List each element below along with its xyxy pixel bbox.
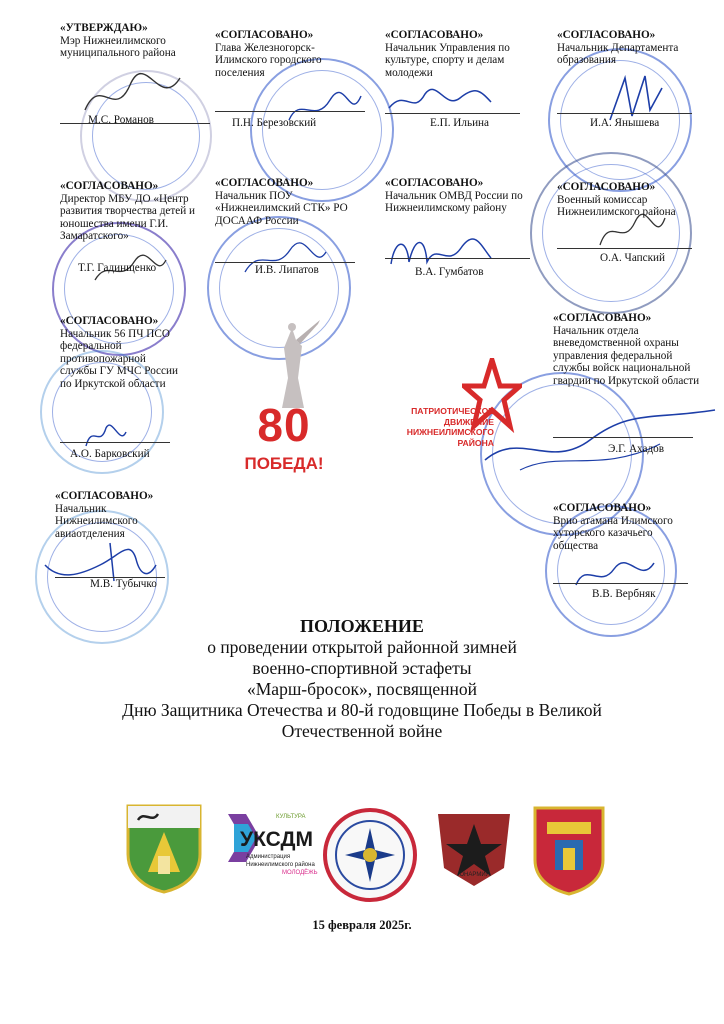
title-line: о проведении открытой районной зимней — [207, 637, 517, 657]
approval-title: Начальник Нижнеилимского авиаотделения — [55, 502, 138, 540]
signatory-name: О.А. Чапский — [600, 252, 665, 264]
approval-title: Начальник 56 ПЧ ПСО федеральной противопожарной службы ГУ МЧС России по Иркутской области — [60, 327, 178, 390]
approval-title: Военный комиссар Нижнеилимского района — [557, 193, 676, 219]
approval-header: «СОГЛАСОВАНО» — [553, 502, 652, 514]
signatory-name: М.С. Романов — [88, 114, 154, 126]
victory-80-logo — [238, 399, 330, 482]
ukdm-abbreviation: УКСДМ — [240, 828, 313, 851]
document-heading: ПОЛОЖЕНИЕ — [300, 616, 424, 636]
patriotic-line: НИЖНЕИЛИМСКОГО — [406, 427, 494, 437]
patriotic-line: ПАТРИОТИЧЕСКОЕ — [411, 406, 494, 416]
ukdm-youth-label: МОЛОДЁЖЬ — [282, 870, 318, 876]
city-coat-of-arms-icon — [521, 800, 617, 896]
signatory-name: Т.Г. Гадинщенко — [78, 262, 157, 274]
title-line: военно-спортивной эстафеты — [252, 658, 472, 678]
approval-title: Глава Железногорск-Илимского городского поселения — [215, 41, 322, 79]
signatory-name: И.А. Янышева — [590, 117, 660, 129]
approval-title: Мэр Нижнеилимского муниципального района — [60, 34, 176, 60]
document-title — [0, 616, 724, 742]
approval-header: «СОГЛАСОВАНО» — [55, 490, 154, 502]
signature-line — [553, 583, 688, 584]
approval-title: Начальник Департамента образования — [557, 41, 679, 67]
district-coat-of-arms-icon — [124, 802, 204, 894]
approval-header: «СОГЛАСОВАНО» — [60, 315, 159, 327]
dosaaf-emblem-icon — [323, 808, 417, 902]
ukdm-district-label: Нижнеилимского района — [246, 862, 315, 868]
patriotic-line: ДВИЖЕНИЕ — [443, 416, 494, 427]
approval-title: Начальник Управления по культуре, спорту и делам молодежи — [385, 41, 510, 79]
approval-header: «СОГЛАСОВАНО» — [553, 312, 652, 324]
patriotic-line: РАЙОНА — [457, 437, 494, 448]
title-line: «Марш-бросок», посвященной — [247, 679, 477, 699]
approval-title: Начальник отдела вневедомственной охраны управления федеральной службы войск национальной гвардии по Иркутской области — [553, 324, 700, 387]
approval-title: Директор МБУ ДО «Центр развития творчества детей и юношества имени Г.И. Замаратского» — [60, 192, 195, 243]
victory-80-number: 80 — [257, 399, 311, 451]
approval-header: «СОГЛАСОВАНО» — [557, 29, 656, 41]
approval-header: «УТВЕРЖДАЮ» — [60, 22, 148, 34]
victory-word: ПОБЕДА! — [244, 454, 324, 473]
approval-header: «СОГЛАСОВАНО» — [215, 177, 314, 189]
signatory-name: М.В. Тубычко — [90, 578, 157, 590]
signatory-name: Е.П. Ильина — [430, 117, 490, 129]
approval-police — [385, 177, 530, 215]
signature-culture — [385, 80, 495, 120]
approval-title: Начальник ПОУ «Нижнеилимский СТК» РО ДОСААФ России — [215, 189, 348, 227]
approval-cossack — [553, 502, 693, 552]
approval-title: Врио атамана Илимского хуторского казачьего общества — [553, 514, 673, 552]
approval-header: «СОГЛАСОВАНО» — [385, 29, 484, 41]
title-line: Отечественной войне — [281, 721, 443, 741]
signature-line — [553, 437, 693, 438]
signature-line — [215, 111, 365, 112]
patriotic-movement-logo — [384, 406, 494, 448]
ukdm-culture-label: КУЛЬТУРА — [276, 814, 306, 820]
approval-header: «СОГЛАСОВАНО» — [60, 180, 159, 192]
yunarmia-label: ЮНАРМИЯ — [458, 872, 490, 878]
ukdm-logo — [226, 808, 322, 886]
title-line: Дню Защитника Отечества и 80-й годовщине Победы в Великой — [122, 700, 602, 720]
approval-culture — [385, 29, 530, 79]
approval-dosaaf — [215, 177, 355, 227]
signature-line — [557, 113, 692, 114]
signatory-name: Э.Г. Ахадов — [608, 443, 665, 455]
signature-line — [60, 442, 170, 443]
approval-military-commissar — [557, 181, 702, 219]
signatory-name: П.Н. Березовский — [232, 117, 317, 129]
signature-line — [557, 248, 692, 249]
signature-line — [385, 113, 520, 114]
signatory-name: В.В. Вербняк — [592, 588, 656, 600]
motherland-statue-graphic — [262, 318, 322, 410]
approval-education — [557, 29, 702, 67]
document-date: 15 февраля 2025г. — [312, 918, 412, 932]
approval-creativity-center — [60, 180, 205, 243]
ukdm-admin-label: Администрация — [246, 854, 291, 860]
signatory-name: И.В. Липатов — [255, 264, 319, 276]
signatory-name: В.А. Гумбатов — [415, 266, 484, 278]
approval-national-guard — [553, 312, 703, 388]
signatory-name: А.О. Барковский — [70, 448, 150, 460]
approval-title: Начальник ОМВД России по Нижнеилимскому району — [385, 189, 523, 215]
approval-header: «СОГЛАСОВАНО» — [557, 181, 656, 193]
approval-zheleznogorsk — [215, 29, 355, 79]
approval-header: «СОГЛАСОВАНО» — [385, 177, 484, 189]
approval-fire-service — [60, 315, 180, 391]
approval-aviation — [55, 490, 185, 540]
approval-header: «СОГЛАСОВАНО» — [215, 29, 314, 41]
approval-mayor — [60, 22, 205, 60]
signature-line — [385, 258, 530, 259]
signature-line — [215, 262, 355, 263]
